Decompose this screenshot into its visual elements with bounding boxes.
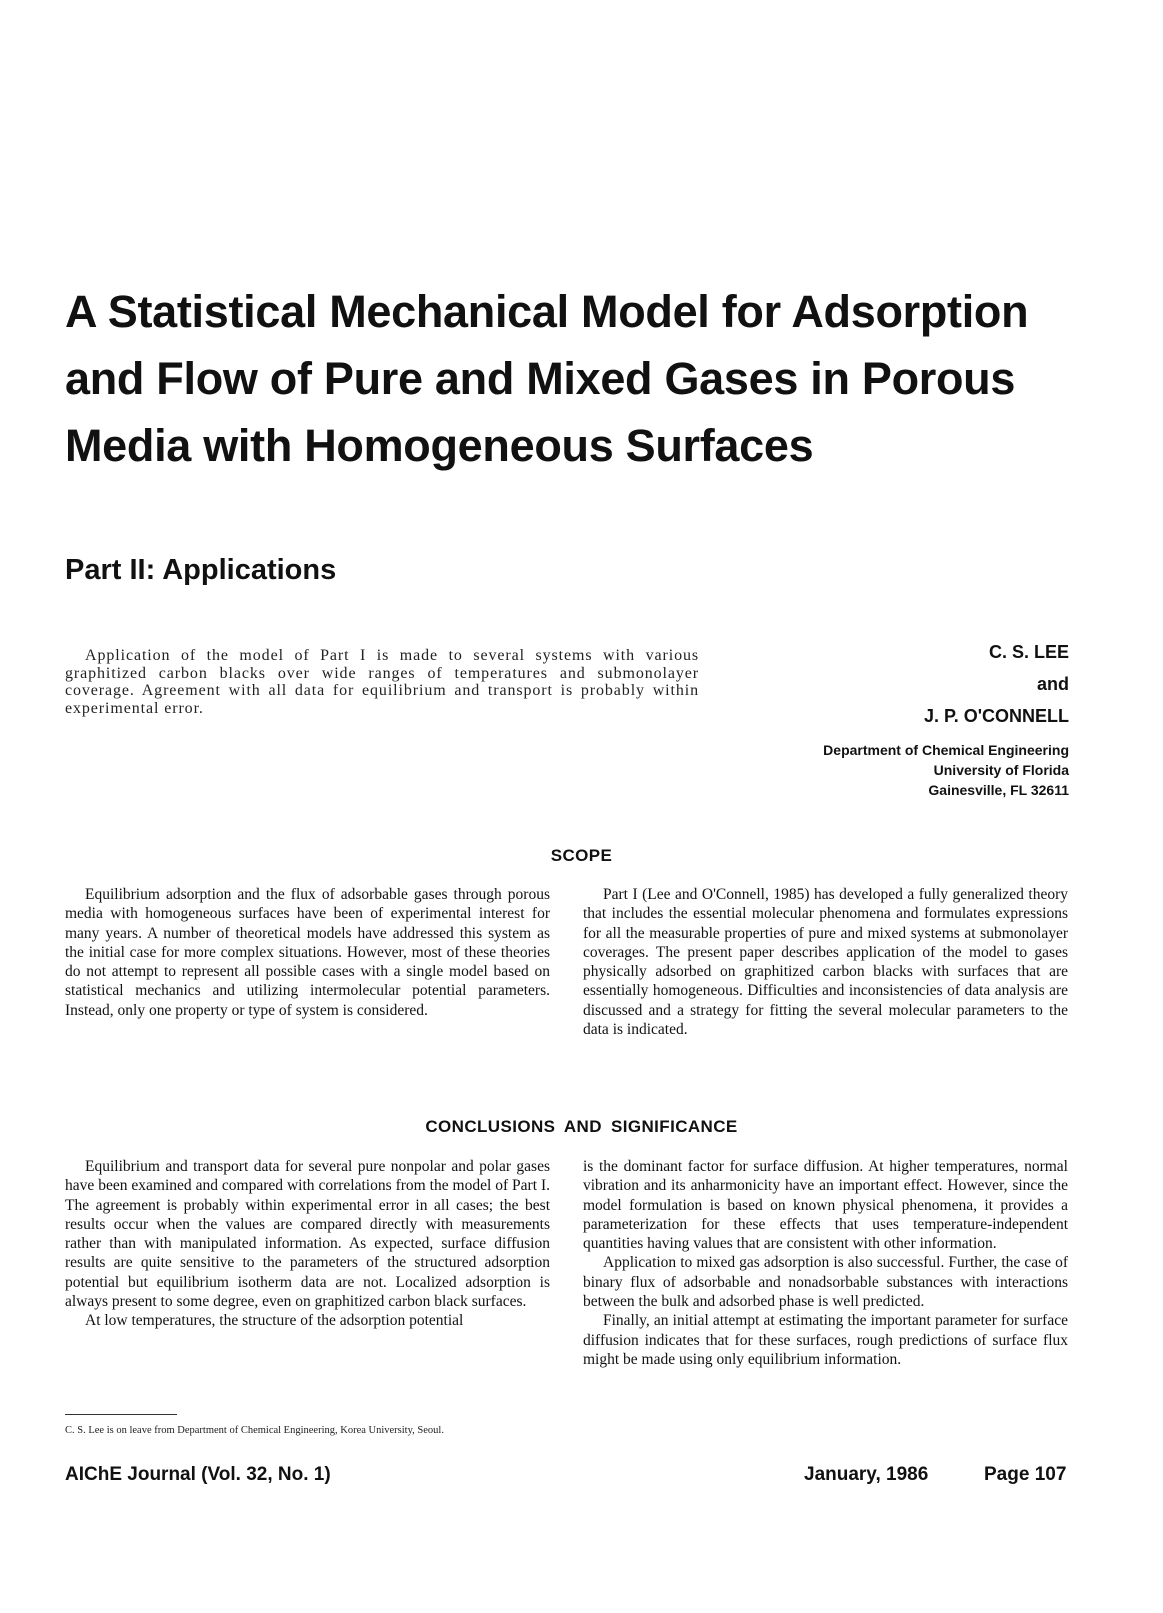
author-2: J. P. O'CONNELL bbox=[924, 706, 1069, 726]
article-subtitle: Part II: Applications bbox=[65, 554, 337, 586]
title-line-2: and Flow of Pure and Mixed Gases in Porous bbox=[65, 353, 1016, 404]
conclusions-paragraph-3: Application to mixed gas adsorption is also successful. Further, the case of binary flux of adsorbable and nonadsorbable substances with interactions between the bulk and adsorbed phase is well predicted. bbox=[583, 1254, 1068, 1311]
footer-page-number: Page 107 bbox=[984, 1464, 1067, 1485]
footer-journal: AIChE Journal (Vol. 32, No. 1) bbox=[65, 1464, 331, 1485]
affiliation-location: Gainesville, FL 32611 bbox=[928, 782, 1069, 798]
title-line-3: Media with Homogeneous Surfaces bbox=[65, 420, 814, 471]
footnote: C. S. Lee is on leave from Department of Chemical Engineering, Korea University, Seoul. bbox=[65, 1425, 444, 1436]
conclusions-paragraph-4: Finally, an initial attempt at estimating the important parameter for surface diffusion indicates that for these surfaces, rough predictions of surface flux might be made using only equilibrium information. bbox=[583, 1312, 1068, 1368]
author-conjunction: and bbox=[1036, 674, 1069, 694]
article-title bbox=[65, 278, 1075, 479]
affiliation-university: University of Florida bbox=[933, 762, 1069, 778]
scope-left-column bbox=[65, 885, 550, 1020]
scope-left-paragraph: Equilibrium adsorption and the flux of adsorbable gases through porous media with homogeneous surfaces have been of experimental interest for many years. A number of theoretical models have addressed this system as the initial case for more complex situations. However, most of these theories do not attempt to represent all possible cases with a single model based on statistical mechanics and utilizing intermolecular potential parameters. Instead, only one property or type of system is considered. bbox=[65, 886, 550, 1019]
author-1: C. S. LEE bbox=[988, 642, 1069, 662]
affiliation bbox=[709, 740, 1069, 800]
scope-right-paragraph: Part I (Lee and O'Connell, 1985) has developed a fully generalized theory that includes the essential molecular phenomena and formulates expressions for all the measurable properties of pure and mixed systems at submonolayer coverages. The present paper describes application of the model to gases physically adsorbed on graphitized carbon blacks with surfaces that are essentially homogeneous. Difficulties and inconsistencies of data analysis are discussed and a strategy for fitting the several molecular parameters to the data is indicated. bbox=[583, 886, 1068, 1039]
conclusions-heading: CONCLUSIONS AND SIGNIFICANCE bbox=[425, 1117, 738, 1136]
scope-heading: SCOPE bbox=[550, 846, 613, 865]
conclusions-paragraph-1: Equilibrium and transport data for several pure nonpolar and polar gases have been examined and compared with correlations from the model of Part I. The agreement is probably within experimental error in all cases; the best results occur when the values are compared directly with measurements rather than with manipulated information. As expected, surface diffusion results are quite sensitive to the parameters of the structured adsorption potential but equilibrium isotherm data are not. Localized adsorption is always present to some degree, even on graphitized carbon black surfaces. bbox=[65, 1158, 550, 1311]
conclusions-left-column bbox=[65, 1157, 550, 1331]
abstract: Application of the model of Part I is made to several systems with various graphitized carbon blacks over wide ranges of temperatures and submonolayer coverage. Agreement with all data for equilibrium and transport is probably within experimental error. bbox=[65, 647, 699, 717]
title-line-1: A Statistical Mechanical Model for Adsorption bbox=[65, 286, 1029, 337]
footer-date: January, 1986 bbox=[804, 1464, 929, 1485]
affiliation-department: Department of Chemical Engineering bbox=[823, 742, 1069, 758]
conclusions-paragraph-2: At low temperatures, the structure of the adsorption potential bbox=[85, 1312, 464, 1330]
conclusions-right-column bbox=[583, 1157, 1068, 1369]
conclusions-paragraph-2-continued: is the dominant factor for surface diffusion. At higher temperatures, normal vibration and its anharmonicity have an important effect. However, since the model formulation is based on known physical phenomena, it provides a parameterization for these effects that uses temperature-independent quantities having values that are consistent with other information. bbox=[583, 1158, 1068, 1253]
scope-right-column bbox=[583, 885, 1068, 1039]
author-block bbox=[709, 636, 1069, 800]
footnote-divider bbox=[65, 1414, 177, 1415]
